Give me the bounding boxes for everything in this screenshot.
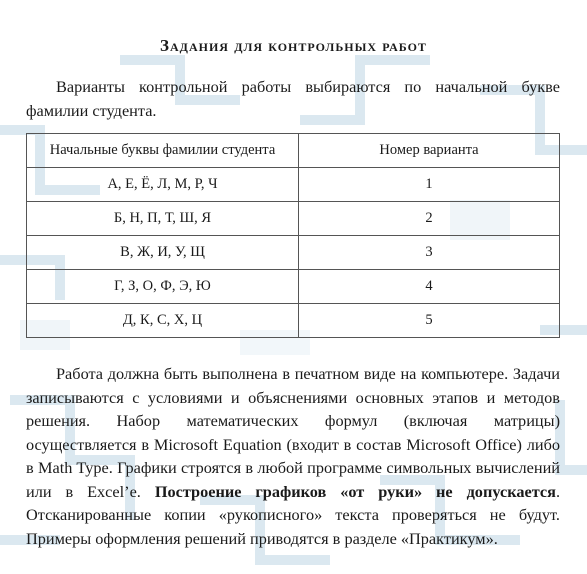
body-text-part1: Работа должна быть выполнена в печатном виде на компьютере. Задачи записываются с условиями и объяснениями основных этапов и методов решения. Набор математических формул (включая матрицы) осуществляется в Microsoft Equation (входит в состав Microsoft Office) либо в Math Type. Графики строятся в любой программе символьных вычислений или в Excel’e. [26, 364, 560, 501]
cell-letters: В, Ж, И, У, Щ [27, 236, 299, 270]
body-paragraph [26, 362, 560, 550]
page-title: Задания для контрольных работ [160, 36, 427, 55]
body-text-bold: Построение графиков «от руки» не допускается [154, 481, 556, 501]
cell-letters: Б, Н, П, Т, Ш, Я [27, 202, 299, 236]
cell-letters: Д, К, С, Х, Ц [27, 304, 299, 338]
cell-variant: 1 [299, 168, 560, 202]
table-row [27, 202, 560, 236]
table-row [27, 270, 560, 304]
cell-variant: 5 [299, 304, 560, 338]
intro-paragraph: Варианты контрольной работы выбираются по начальной букве фамилии студента. [26, 77, 560, 120]
cell-variant: 4 [299, 270, 560, 304]
header-variant: Номер варианта [299, 134, 560, 168]
table-row [27, 236, 560, 270]
table-row [27, 168, 560, 202]
variants-table [26, 133, 560, 338]
cell-letters: Г, З, О, Ф, Э, Ю [27, 270, 299, 304]
cell-variant: 2 [299, 202, 560, 236]
table-row [27, 304, 560, 338]
header-letters: Начальные буквы фамилии студента [27, 134, 299, 168]
cell-variant: 3 [299, 236, 560, 270]
body-text-part2: . Отсканированные копии «рукописного» текста проверяться не будут. Примеры оформления решений приводятся в разделе «Практикум». [26, 481, 561, 548]
cell-letters: А, Е, Ё, Л, М, Р, Ч [27, 168, 299, 202]
table-header-row [27, 134, 560, 168]
